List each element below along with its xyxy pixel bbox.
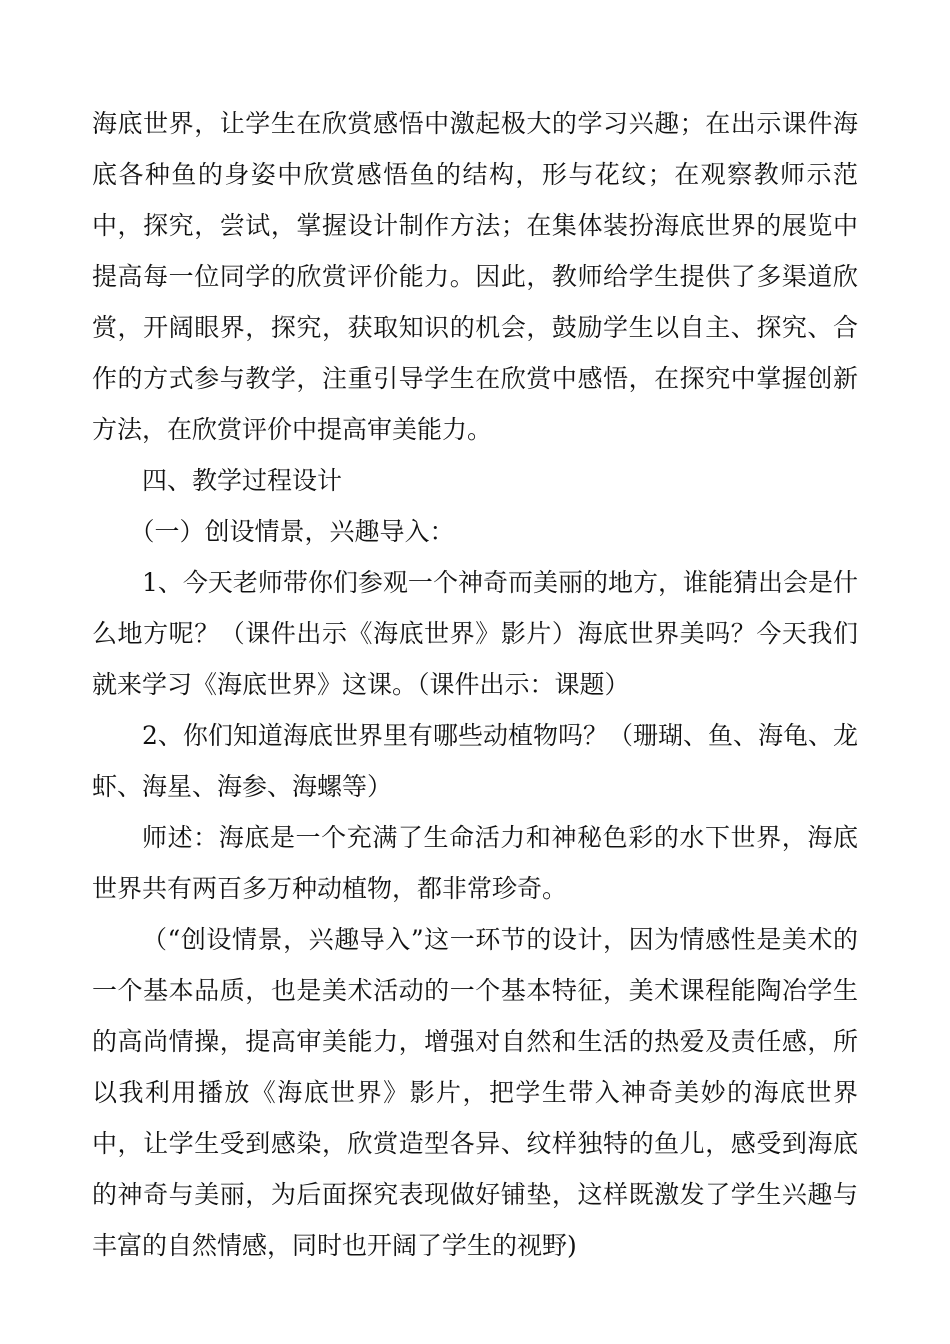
paragraph-continuation: 海底世界，让学生在欣赏感悟中激起极大的学习兴趣；在出示课件海底各种鱼的身姿中欣赏感悟鱼的结构，形与花纹；在观察教师示范中，探究，尝试，掌握设计制作方法；在集体装扮海底世界的展览中提高每一位同学的欣赏评价能力。因此，教师给学生提供了多渠道欣赏，开阔眼界，探究，获取知识的机会，鼓励学生以自主、探究、合作的方式参与教学，注重引导学生在欣赏中感悟，在探究中掌握创新方法，在欣赏评价中提高审美能力。	[92, 109, 858, 444]
paragraph-teacher-narration: 师述：海底是一个充满了生命活力和神秘色彩的水下世界，海底世界共有两百多万种动植物，都非常珍奇。	[92, 823, 858, 903]
document-body	[92, 98, 858, 1271]
subsection-heading: （一）创设情景，兴趣导入：	[129, 517, 455, 546]
section-heading: 四、教学过程设计	[142, 466, 343, 495]
paragraph-item-1: 1、今天老师带你们参观一个神奇而美丽的地方，谁能猜出会是什么地方呢？（课件出示《海底世界》影片）海底世界美吗？今天我们就来学习《海底世界》这课。（课件出示：课题）	[92, 568, 858, 699]
paragraph-item-2: 2、你们知道海底世界里有哪些动植物吗？（珊瑚、鱼、海龟、龙虾、海星、海参、海螺等）	[92, 721, 858, 801]
paragraph-design-note: （“创设情景，兴趣导入”这一环节的设计，因为情感性是美术的一个基本品质，也是美术活动的一个基本特征，美术课程能陶冶学生的高尚情操，提高审美能力，增强对自然和生活的热爱及责任感，所以我利用播放《海底世界》影片，把学生带入神奇美妙的海底世界中，让学生受到感染，欣赏造型各异、纹样独特的鱼儿，感受到海底的神奇与美丽，为后面探究表现做好铺垫，这样既激发了学生兴趣与丰富的自然情感，同时也开阔了学生的视野)	[92, 925, 858, 1260]
